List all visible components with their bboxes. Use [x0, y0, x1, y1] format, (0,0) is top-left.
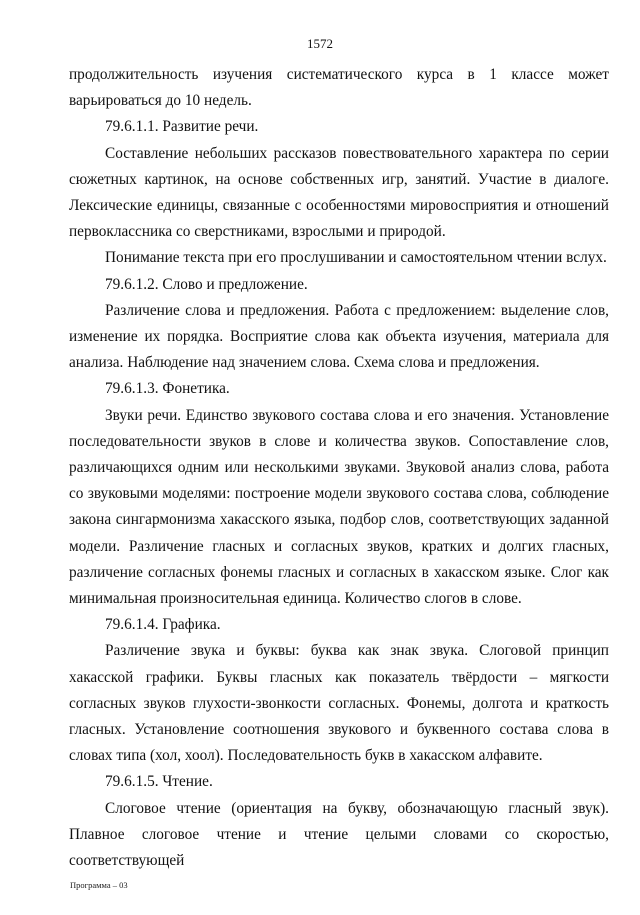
paragraph: Понимание текста при его прослушивании и самостоятельном чтении вслух.	[105, 249, 607, 267]
section-heading: 79.6.1.3. Фонетика.	[105, 380, 230, 398]
section-heading: 79.6.1.1. Развитие речи.	[105, 118, 259, 136]
paragraph: Различение слова и предложения. Работа с предложением: выделение слов, изменение их порядка. Восприятие слова как объекта изучения, материала для анализа. Наблюдение над значением слова. Схема слова и предложения.	[69, 301, 609, 372]
section-heading: 79.6.1.2. Слово и предложение.	[105, 275, 308, 293]
page-footer: Программа – 03	[70, 880, 128, 890]
paragraph: Звуки речи. Единство звукового состава слова и его значения. Установление последовательности звуков в слове и количества звуков. Сопоставление слов, различающихся одним или несколькими звуками. Звуковой анализ слова, работа со звуковыми моделями: построение модели звукового состава слова, соблюдение закона сингармонизма хакасского языка, подбор слов, соответствующих заданной модели. Различение гласных и согласных звуков, кратких и долгих гласных, различение согласных фонемы гласных и согласных в хакасском языке. Слог как минимальная произносительная единица. Количество слогов в слове.	[69, 406, 609, 608]
paragraph: Составление небольших рассказов повествовательного характера по серии сюжетных картинок, на основе собственных игр, занятий. Участие в диалоге. Лексические единицы, связанные с особенностями мировосприятия и отношений первоклассника со сверстниками, взрослыми и природой.	[69, 144, 609, 241]
section-heading: 79.6.1.4. Графика.	[105, 616, 221, 634]
section-heading: 79.6.1.5. Чтение.	[105, 773, 213, 791]
page-body	[69, 62, 609, 874]
paragraph-continuation: продолжительность изучения систематического курса в 1 классе может варьироваться до 10 недель.	[69, 66, 609, 110]
paragraph: Различение звука и буквы: буква как знак звука. Слоговой принцип хакасской графики. Буквы гласных как показатель твёрдости – мягкости согласных звуков глухости-звонкости согласных. Фонемы, долгота и краткость гласных. Установление соотношения звукового и буквенного состава слова в словах типа (хол, хоол). Последовательность букв в хакасском алфавите.	[69, 642, 609, 765]
page-number: 1572	[307, 36, 333, 51]
paragraph: Слоговое чтение (ориентация на букву, обозначающую гласный звук). Плавное слоговое чтение и чтение целыми словами со скоростью, соответствующей	[69, 799, 609, 870]
